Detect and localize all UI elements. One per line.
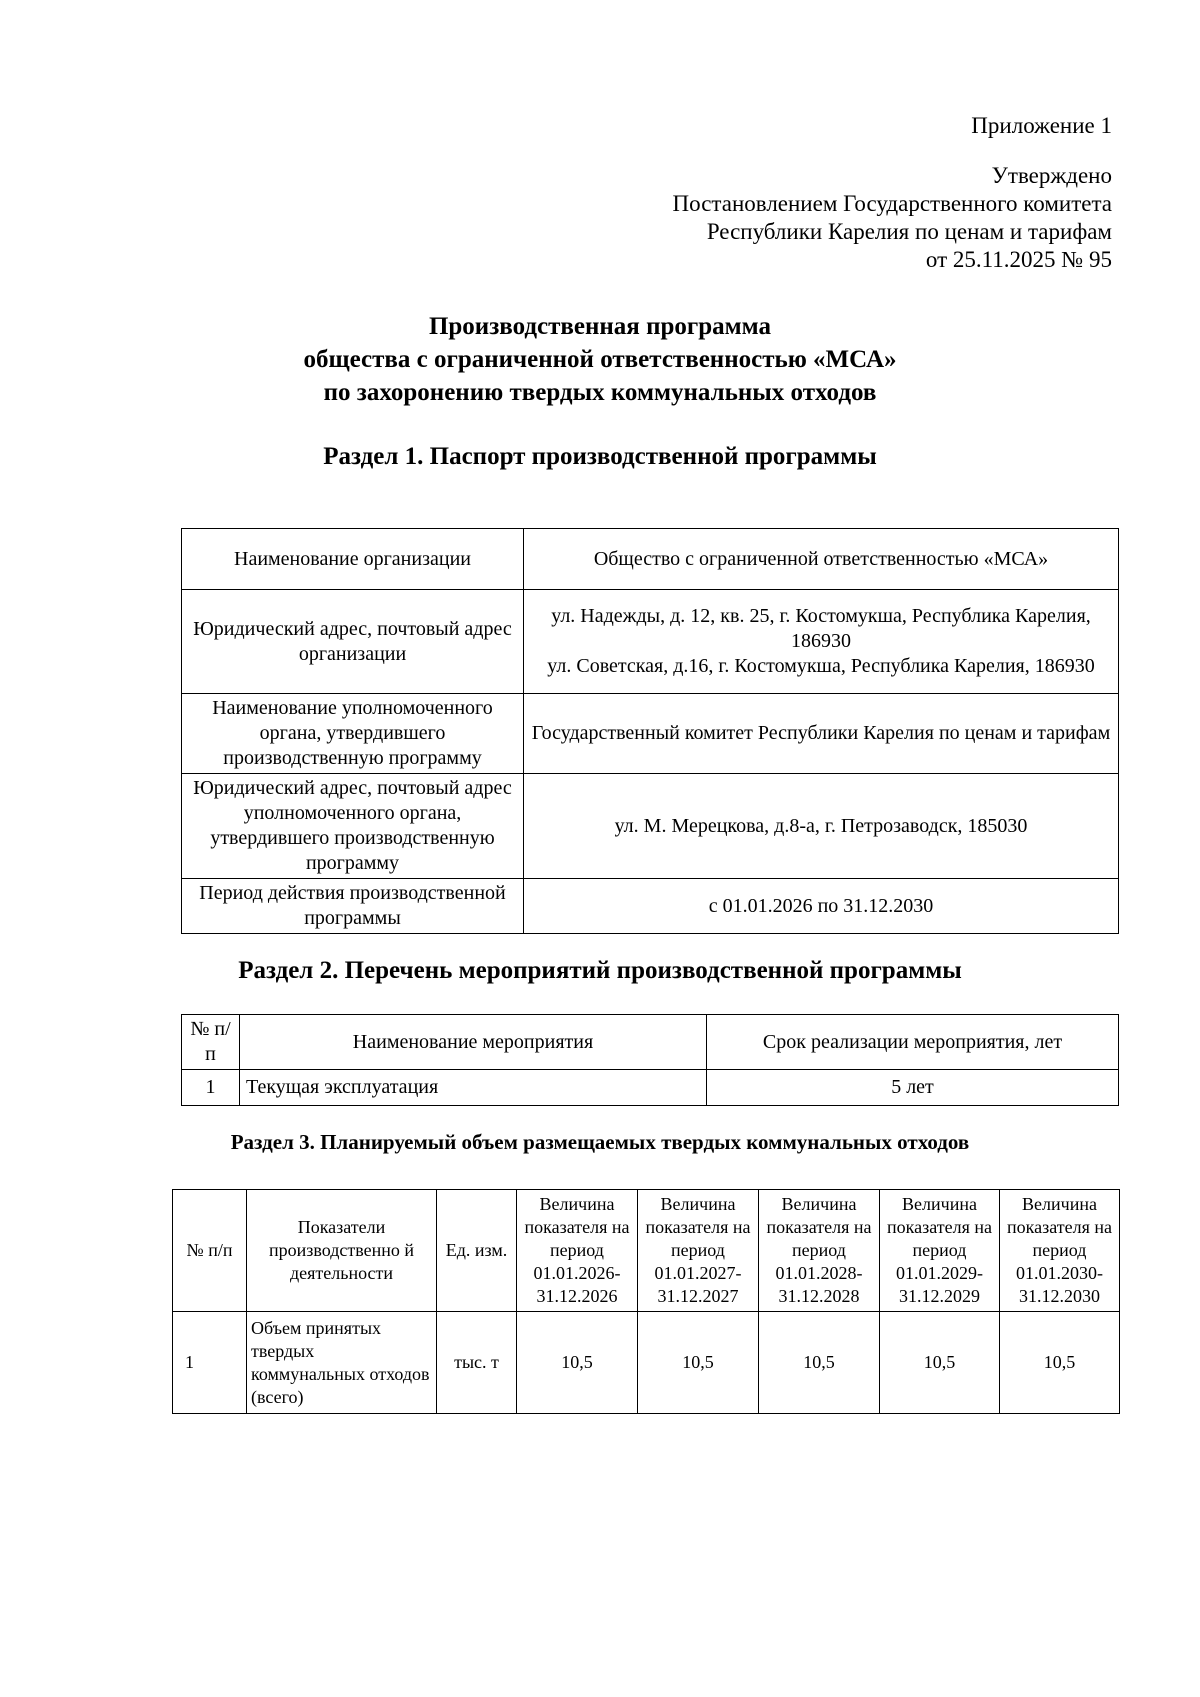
approval-date: от 25.11.2025 № 95 — [925, 247, 1112, 272]
column-header: Срок реализации мероприятия, лет — [707, 1015, 1119, 1070]
column-header: Величина показателя на период 01.01.2028-31.12.2028 — [759, 1190, 880, 1312]
passport-label: Юридический адрес, почтовый адрес организации — [182, 590, 524, 694]
table-row — [182, 774, 1119, 879]
table-row — [182, 879, 1119, 934]
value-cell: 10,5 — [517, 1312, 638, 1414]
activities-table — [181, 1014, 1119, 1106]
document-title — [0, 310, 1200, 409]
section2-heading: Раздел 2. Перечень мероприятий производственной программы — [238, 957, 962, 984]
column-header: № п/п — [173, 1190, 247, 1312]
activity-term: 5 лет — [707, 1070, 1119, 1106]
value-cell: 10,5 — [1000, 1312, 1120, 1414]
row-number: 1 — [173, 1312, 247, 1414]
passport-value: с 01.01.2026 по 31.12.2030 — [524, 879, 1119, 934]
column-header: Наименование мероприятия — [240, 1015, 707, 1070]
appendix-label: Приложение 1 — [971, 113, 1112, 138]
table-row — [182, 694, 1119, 774]
value-cell: 10,5 — [880, 1312, 1000, 1414]
passport-label: Наименование организации — [182, 529, 524, 590]
passport-label: Период действия производственной программы — [182, 879, 524, 934]
approval-line: Утверждено — [991, 163, 1112, 188]
row-number: 1 — [182, 1070, 240, 1106]
indicator-name: Объем принятых твердых коммунальных отходов (всего) — [247, 1312, 437, 1414]
approval-line: Постановлением Государственного комитета — [672, 191, 1112, 216]
title-line: Производственная программа — [428, 313, 772, 340]
passport-value: Государственный комитет Республики Карелия по ценам и тарифам — [524, 694, 1119, 774]
passport-value: Общество с ограниченной ответственностью «МСА» — [524, 529, 1119, 590]
passport-value — [524, 590, 1119, 694]
table-header-row — [182, 1015, 1119, 1070]
passport-label: Наименование уполномоченного органа, утвердившего производственную программу — [182, 694, 524, 774]
value-cell: 10,5 — [759, 1312, 880, 1414]
column-header: Показатели производственно й деятельности — [247, 1190, 437, 1312]
column-header: Величина показателя на период 01.01.2030-31.12.2030 — [1000, 1190, 1120, 1312]
table-row — [182, 590, 1119, 694]
table-header-row — [173, 1190, 1120, 1312]
volume-table — [172, 1189, 1120, 1414]
approval-block — [673, 112, 1112, 274]
activity-name: Текущая эксплуатация — [240, 1070, 707, 1106]
passport-label: Юридический адрес, почтовый адрес уполномоченного органа, утвердившего производственную программу — [182, 774, 524, 879]
passport-value-line: ул. Советская, д.16, г. Костомукша, Республика Карелия, 186930 — [547, 655, 1095, 677]
section1-heading: Раздел 1. Паспорт производственной программы — [323, 443, 877, 470]
passport-table — [181, 528, 1119, 934]
column-header: № п/п — [182, 1015, 240, 1070]
passport-value: ул. М. Мерецкова, д.8-а, г. Петрозаводск, 185030 — [524, 774, 1119, 879]
title-line: по захоронению твердых коммунальных отходов — [323, 379, 877, 406]
passport-value-line: ул. Надежды, д. 12, кв. 25, г. Костомукша, Республика Карелия, 186930 — [551, 605, 1091, 652]
table-row — [173, 1312, 1120, 1414]
title-line: общества с ограниченной ответственностью «МСА» — [303, 346, 897, 373]
value-cell: 10,5 — [638, 1312, 759, 1414]
column-header: Ед. изм. — [437, 1190, 517, 1312]
approval-line: Республики Карелия по ценам и тарифам — [706, 219, 1112, 244]
column-header: Величина показателя на период 01.01.2026-31.12.2026 — [517, 1190, 638, 1312]
table-row — [182, 529, 1119, 590]
column-header: Величина показателя на период 01.01.2029-31.12.2029 — [880, 1190, 1000, 1312]
column-header: Величина показателя на период 01.01.2027-31.12.2027 — [638, 1190, 759, 1312]
section3-heading: Раздел 3. Планируемый объем размещаемых твердых коммунальных отходов — [230, 1130, 970, 1154]
unit-cell: тыс. т — [437, 1312, 517, 1414]
table-row — [182, 1070, 1119, 1106]
